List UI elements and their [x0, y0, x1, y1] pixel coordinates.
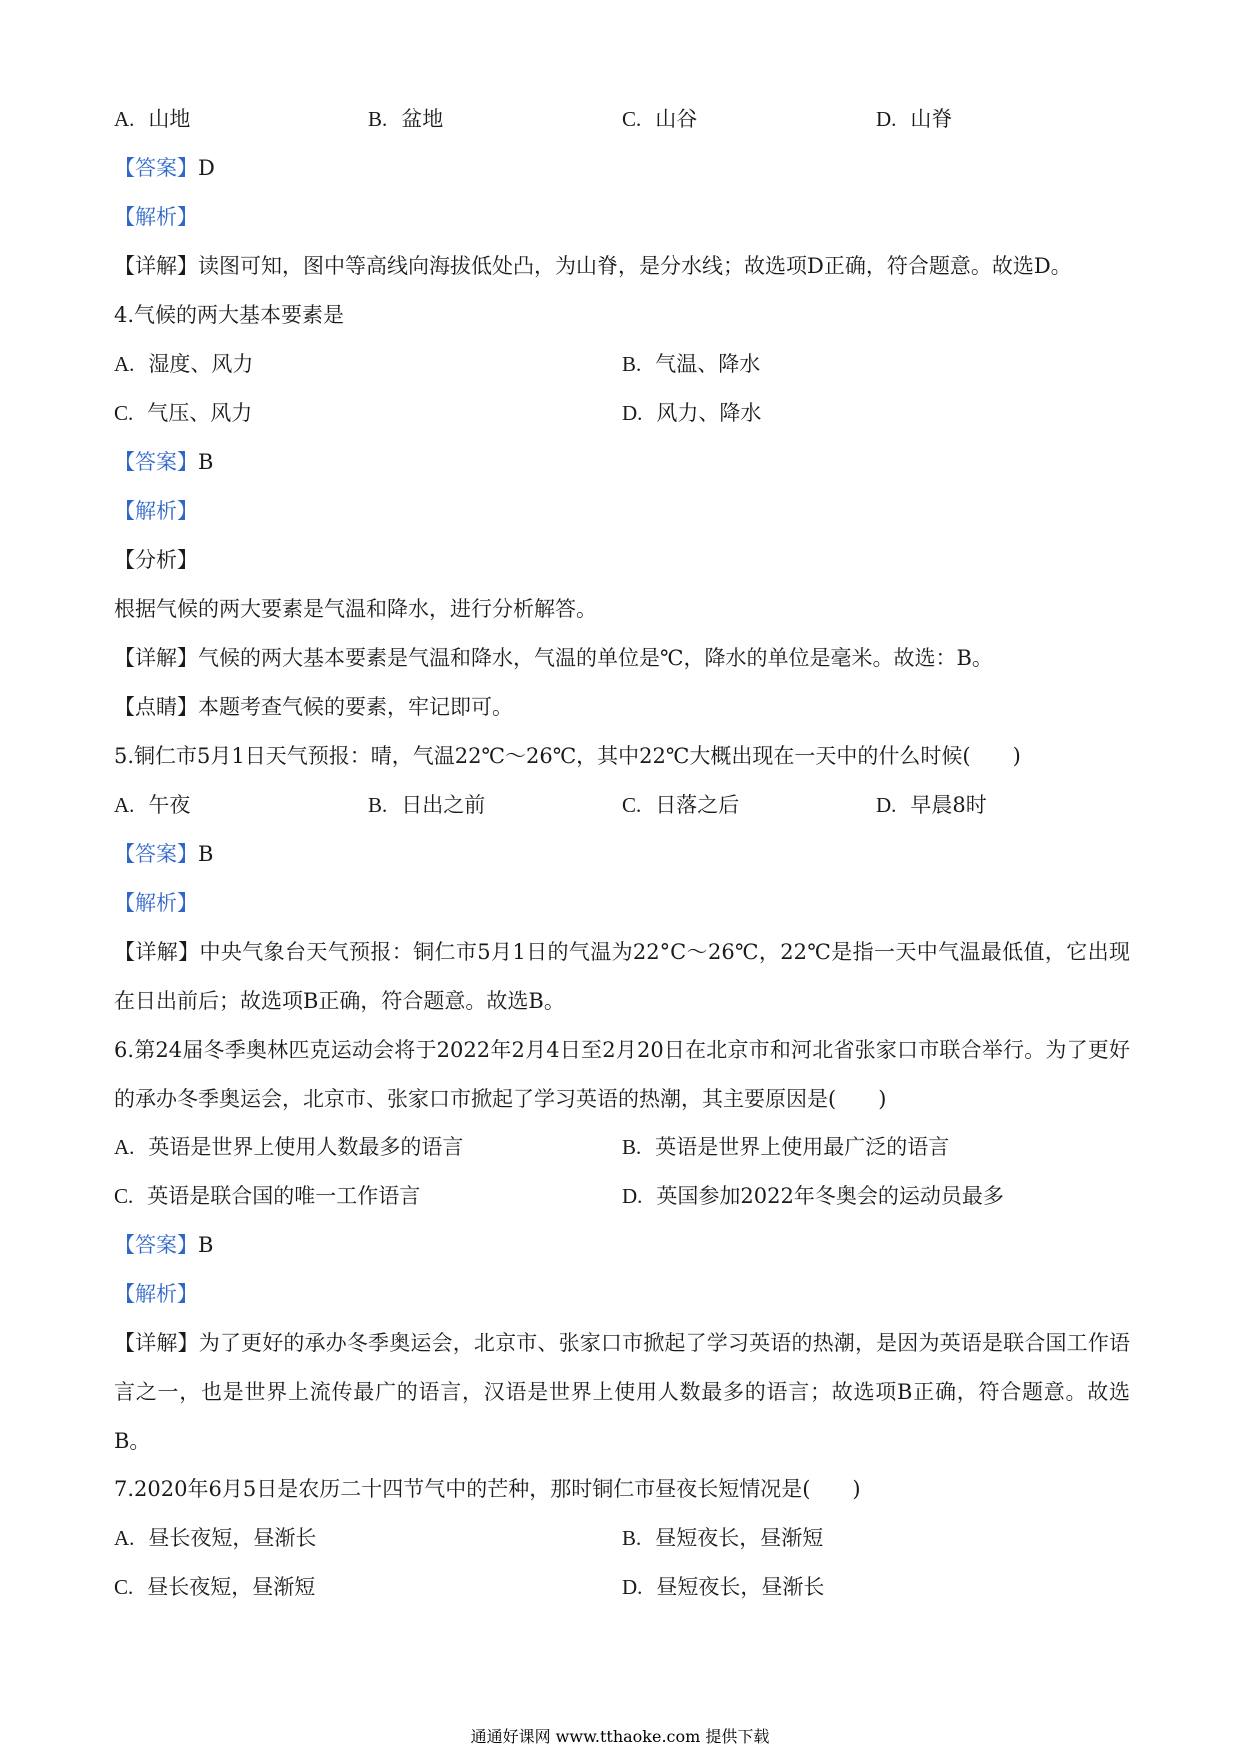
q4-stem: 4.气候的两大基本要素是	[114, 303, 345, 327]
q4-detail: 【详解】气候的两大基本要素是气温和降水，气温的单位是℃，降水的单位是毫米。故选：B。	[114, 646, 993, 670]
q6-option-a: A. 英语是世界上使用人数最多的语言	[114, 1135, 464, 1159]
q5-option-a: A. 午夜	[114, 793, 191, 817]
q3-option-c: C. 山谷	[622, 107, 698, 131]
q4-answer: 【答案】B	[114, 450, 214, 474]
q3-analysis-label: 【解析】	[114, 205, 198, 229]
q4-option-d: D. 风力、降水	[622, 401, 762, 425]
q5-option-d: D. 早晨8时	[876, 793, 987, 817]
q3-option-a: A. 山地	[114, 107, 191, 131]
q4-dianjing: 【点睛】本题考查气候的要素，牢记即可。	[114, 695, 513, 719]
q5-stem: 5.铜仁市5月1日天气预报：晴，气温22℃～26℃，其中22℃大概出现在一天中的什么时候( )	[114, 744, 1021, 768]
q7-option-d: D. 昼短夜长，昼渐长	[622, 1575, 825, 1599]
q4-option-c: C. 气压、风力	[114, 401, 253, 425]
q3-detail: 【详解】读图可知，图中等高线向海拔低处凸，为山脊，是分水线；故选项D正确，符合题意。故选D。	[114, 254, 1072, 278]
q5-option-b: B. 日出之前	[368, 793, 486, 817]
q7-option-a: A. 昼长夜短，昼渐长	[114, 1526, 317, 1550]
q5-analysis-label: 【解析】	[114, 891, 198, 915]
q4-option-b: B. 气温、降水	[622, 352, 761, 376]
q3-option-b: B. 盆地	[368, 107, 444, 131]
q4-option-a: A. 湿度、风力	[114, 352, 254, 376]
q3-option-d: D. 山脊	[876, 107, 953, 131]
q5-option-c: C. 日落之后	[622, 793, 740, 817]
q4-fenxi: 根据气候的两大要素是气温和降水，进行分析解答。	[114, 597, 597, 621]
q4-fenxi-label: 【分析】	[114, 548, 198, 572]
q5-detail: 【详解】中央气象台天气预报：铜仁市5月1日的气温为22°C～26℃，22℃是指一天中气温最低值，它出现在日出前后；故选项B正确，符合题意。故选B。	[114, 940, 1131, 1013]
q6-option-b: B. 英语是世界上使用最广泛的语言	[622, 1135, 950, 1159]
q6-detail: 【详解】为了更好的承办冬季奥运会，北京市、张家口市掀起了学习英语的热潮，是因为英语是联合国工作语言之一，也是世界上流传最广的语言，汉语是世界上使用人数最多的语言；故选项B正确，符合题意。故选B。	[114, 1331, 1131, 1453]
q7-option-b: B. 昼短夜长，昼渐短	[622, 1526, 824, 1550]
q4-analysis-label: 【解析】	[114, 499, 198, 523]
q5-answer: 【答案】B	[114, 842, 214, 866]
q6-option-c: C. 英语是联合国的唯一工作语言	[114, 1184, 421, 1208]
q6-answer: 【答案】B	[114, 1233, 214, 1257]
page-footer: 通通好课网 www.tthaoke.com 提供下载	[470, 1727, 770, 1746]
q6-analysis-label: 【解析】	[114, 1282, 198, 1306]
q3-answer: 【答案】D	[114, 156, 215, 180]
q6-option-d: D. 英国参加2022年冬奥会的运动员最多	[622, 1184, 1004, 1208]
q7-stem: 7.2020年6月5日是农历二十四节气中的芒种，那时铜仁市昼夜长短情况是( )	[114, 1477, 861, 1501]
q7-option-c: C. 昼长夜短，昼渐短	[114, 1575, 316, 1599]
q6-stem: 6.第24届冬季奥林匹克运动会将于2022年2月4日至2月20日在北京市和河北省张家口市联合举行。为了更好的承办冬季奥运会，北京市、张家口市掀起了学习英语的热潮，其主要原因是( )	[114, 1038, 1130, 1111]
